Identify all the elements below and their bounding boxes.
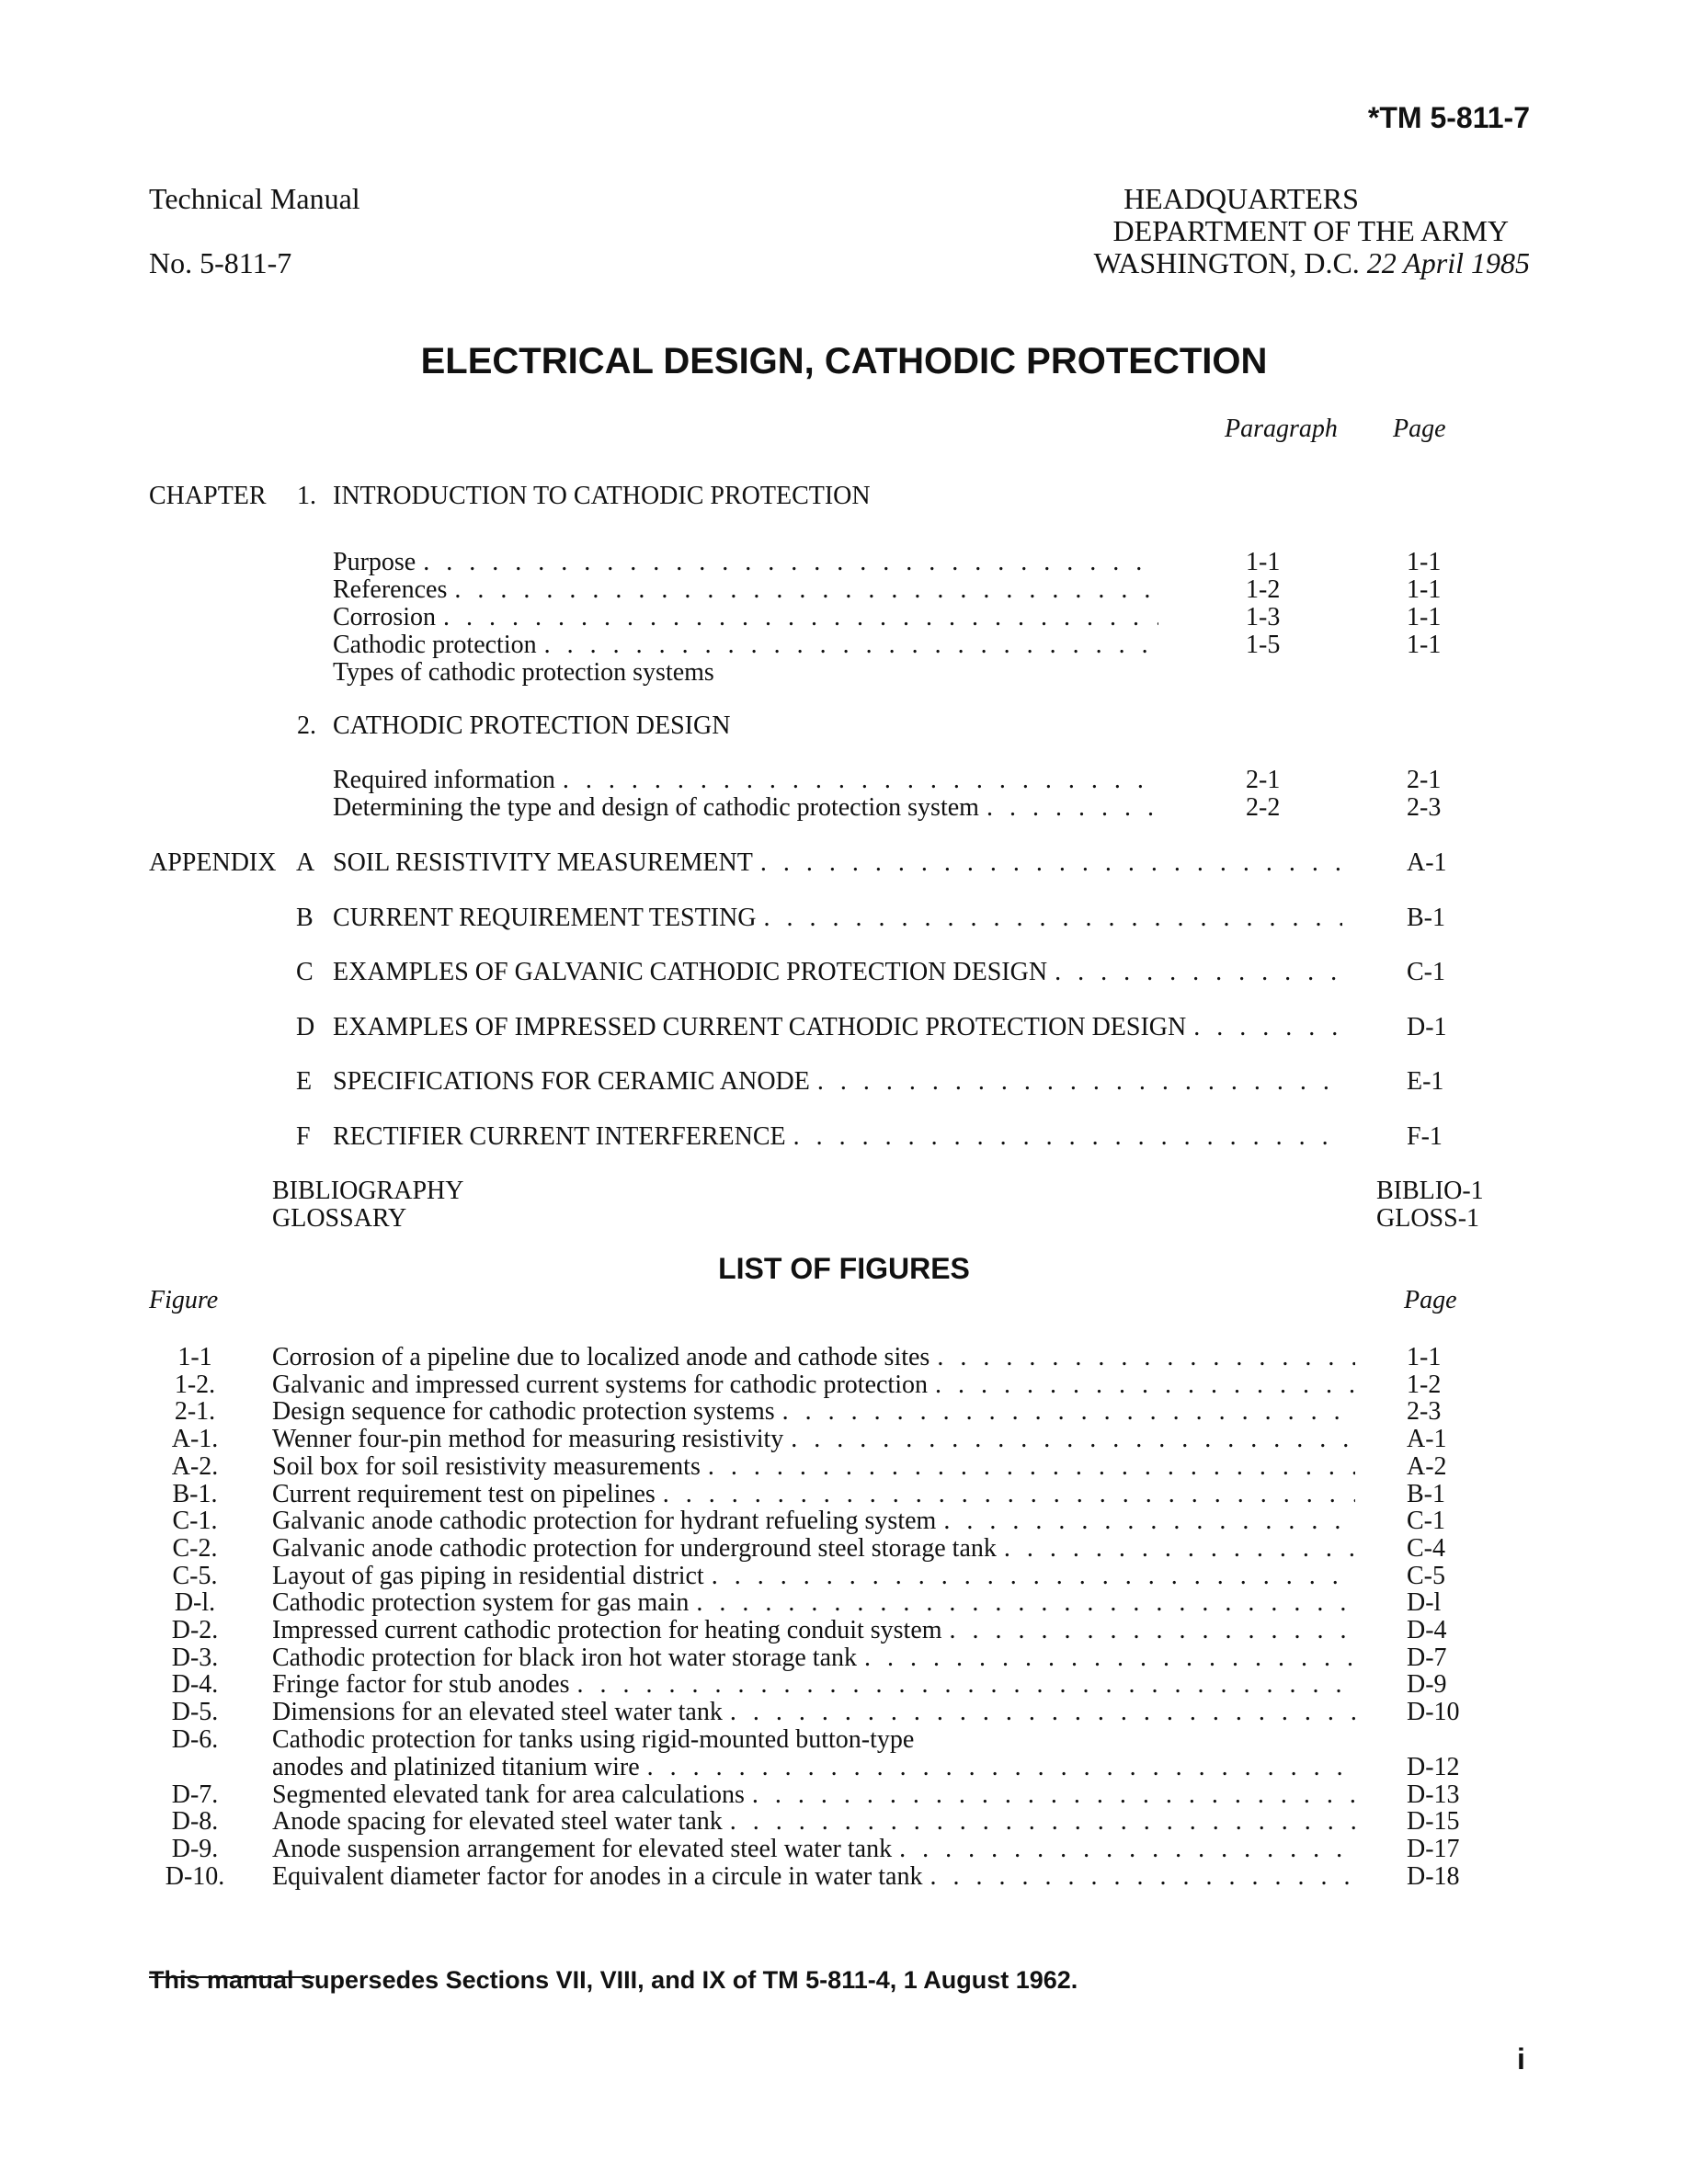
- appendix-entry: [333, 849, 1342, 877]
- hq-line-1: HEADQUARTERS: [1123, 182, 1359, 215]
- toc-entry-types-of-systems: Types of cathodic protection systems: [333, 658, 714, 687]
- figure-entry: [272, 1453, 1355, 1481]
- figure-page: D-4: [1407, 1616, 1447, 1644]
- tm-number: *TM 5-811-7: [1367, 101, 1530, 134]
- figure-page: D-9: [1407, 1670, 1447, 1700]
- dot-leader: [712, 1563, 1355, 1590]
- appendix-entry-title: SPECIFICATIONS FOR CERAMIC ANODE: [333, 1068, 810, 1096]
- manual-type: Technical Manual: [149, 182, 360, 215]
- figure-entry-title: Corrosion of a pipeline due to localized anode and cathode sites: [272, 1344, 930, 1371]
- paragraph-column-heading: Paragraph: [1225, 415, 1338, 443]
- manual-number: No. 5-811-7: [149, 246, 292, 279]
- dot-leader: [576, 1671, 1355, 1699]
- appendix-entry-title: SOIL RESISTIVITY MEASUREMENT: [333, 849, 753, 877]
- toc-entry-title: Purpose: [333, 549, 416, 576]
- dot-leader: [937, 1344, 1355, 1371]
- appendix-entry: [333, 959, 1342, 986]
- toc-entry-page: 2-1: [1407, 766, 1442, 794]
- dot-leader: [864, 1644, 1355, 1672]
- figure-entry: [272, 1781, 1355, 1809]
- bibliography-title: BIBLIOGRAPHY: [272, 1177, 464, 1205]
- figure-number: B-1.: [172, 1479, 218, 1508]
- figure-entry: [272, 1699, 1355, 1726]
- dot-leader: [423, 549, 1158, 576]
- toc-entry-title: References: [333, 576, 448, 604]
- figure-entry-title: Cathodic protection for black iron hot water storage tank: [272, 1644, 858, 1672]
- figure-entry: [272, 1836, 1355, 1863]
- figure-entry: [272, 1671, 1355, 1699]
- figure-number: D-l.: [174, 1588, 216, 1618]
- figure-entry-title: Wenner four-pin method for measuring resistivity: [272, 1426, 784, 1454]
- dot-leader: [791, 1426, 1355, 1453]
- appendix-entry: [333, 1123, 1342, 1151]
- figure-number: 1-2.: [174, 1370, 216, 1399]
- figure-number: D-7.: [171, 1780, 219, 1809]
- glossary-page: GLOSS-1: [1376, 1204, 1480, 1233]
- figure-title: Cathodic protection for tanks using rigid-mounted button-type: [272, 1724, 915, 1754]
- figure-number: D-3.: [171, 1643, 219, 1672]
- dot-leader: [563, 767, 1158, 794]
- appendix-entry: [333, 904, 1342, 932]
- toc-entry-title: Cathodic protection: [333, 631, 537, 659]
- figure-page: D-18: [1407, 1861, 1460, 1891]
- toc-entry-page: 1-1: [1407, 575, 1442, 604]
- figure-page: C-1: [1407, 1507, 1445, 1536]
- appendix-letter: A: [296, 848, 315, 877]
- figure-entry-title: Segmented elevated tank for area calculations: [272, 1780, 745, 1809]
- bibliography-page: BIBLIO-1: [1376, 1177, 1484, 1205]
- toc-entry-paragraph: 1-3: [1246, 603, 1281, 631]
- figure-number: C-5.: [172, 1561, 218, 1590]
- glossary-title: GLOSSARY: [272, 1204, 407, 1233]
- appendix-entry-title: RECTIFIER CURRENT INTERFERENCE: [333, 1122, 786, 1151]
- figure-page: D-15: [1407, 1807, 1460, 1837]
- chapter-1-title: INTRODUCTION TO CATHODIC PROTECTION: [333, 482, 871, 510]
- appendix-page: A-1: [1407, 848, 1447, 877]
- figure-entry: [272, 1344, 1355, 1371]
- dot-leader: [696, 1589, 1355, 1617]
- figure-entry: [272, 1644, 1355, 1672]
- toc-entry-paragraph: 2-2: [1246, 793, 1281, 822]
- hq-line-2: DEPARTMENT OF THE ARMY: [1112, 214, 1509, 247]
- chapter-label: CHAPTER: [149, 482, 267, 510]
- figure-number: 2-1.: [174, 1397, 216, 1427]
- figure-page: D-10: [1407, 1698, 1460, 1727]
- dot-leader: [943, 1507, 1355, 1535]
- toc-entry-title: Determining the type and design of cathodic protection system: [333, 794, 979, 822]
- dot-leader: [817, 1068, 1342, 1096]
- figure-page: 1-1: [1407, 1343, 1442, 1371]
- figure-entry: [272, 1426, 1355, 1453]
- toc-entry-page: 2-3: [1407, 793, 1442, 822]
- dot-leader: [950, 1617, 1355, 1644]
- figure-page: C-4: [1407, 1533, 1445, 1563]
- figure-number: 1-1: [177, 1343, 212, 1371]
- figure-entry: [272, 1371, 1355, 1399]
- figure-number: D-9.: [171, 1834, 219, 1863]
- figure-entry: [272, 1507, 1355, 1535]
- dot-leader: [935, 1371, 1355, 1399]
- figure-entry-title: Equivalent diameter factor for anodes in a circule in water tank: [272, 1862, 923, 1891]
- appendix-label: APPENDIX: [149, 848, 277, 877]
- dot-leader: [760, 849, 1342, 877]
- chapter-2-title: CATHODIC PROTECTION DESIGN: [333, 711, 731, 740]
- toc-entry-title: Corrosion: [333, 604, 436, 631]
- figure-column-heading: Figure: [149, 1286, 219, 1314]
- figure-entry-title: Galvanic and impressed current systems for cathodic protection: [272, 1371, 928, 1399]
- dot-leader: [708, 1453, 1355, 1481]
- appendix-page: E-1: [1407, 1067, 1444, 1096]
- toc-entry-paragraph: 2-1: [1246, 766, 1281, 794]
- figure-entry: [272, 1535, 1355, 1563]
- toc-entry: [333, 604, 1158, 631]
- figure-page: C-5: [1407, 1561, 1445, 1590]
- figure-number: D-2.: [171, 1616, 219, 1644]
- figure-number: A-1.: [171, 1425, 219, 1454]
- dot-leader: [987, 794, 1158, 822]
- dot-leader: [454, 576, 1158, 604]
- toc-entry-page: 1-1: [1407, 631, 1442, 659]
- appendix-letter: B: [296, 903, 314, 932]
- figure-number: D-4.: [171, 1670, 219, 1700]
- dot-leader: [730, 1699, 1355, 1726]
- figure-number: A-2.: [171, 1451, 219, 1481]
- figure-page: B-1: [1407, 1479, 1445, 1508]
- figure-page: 1-2: [1407, 1370, 1442, 1399]
- figure-entry-title: Impressed current cathodic protection for heating conduit system: [272, 1617, 942, 1644]
- figure-entry-title: Anode suspension arrangement for elevated steel water tank: [272, 1835, 893, 1863]
- figure-entry-title: Dimensions for an elevated steel water tank: [272, 1699, 723, 1727]
- toc-entry: [333, 767, 1158, 794]
- appendix-entry: [333, 1068, 1342, 1096]
- figure-entry: [272, 1754, 1355, 1781]
- figure-page-column-heading: Page: [1404, 1286, 1457, 1314]
- toc-entry: [333, 631, 1158, 659]
- dot-leader: [1004, 1535, 1355, 1563]
- figure-entry-title: anodes and platinized titanium wire: [272, 1753, 640, 1781]
- toc-entry-paragraph: 1-5: [1246, 631, 1281, 659]
- appendix-page: D-1: [1407, 1012, 1447, 1041]
- appendix-letter: D: [296, 1012, 315, 1041]
- toc-entry: [333, 549, 1158, 576]
- figure-number: D-6.: [171, 1724, 219, 1754]
- dot-leader: [1055, 959, 1342, 986]
- toc-entry: [333, 576, 1158, 604]
- figure-page: A-2: [1407, 1451, 1447, 1481]
- chapter-1-number: 1.: [297, 482, 316, 510]
- appendix-letter: E: [296, 1067, 313, 1096]
- figure-number: C-2.: [172, 1533, 218, 1563]
- appendix-page: B-1: [1407, 903, 1445, 932]
- figure-entry: [272, 1808, 1355, 1836]
- dot-leader: [763, 904, 1342, 932]
- figure-entry-title: Cathodic protection system for gas main: [272, 1589, 690, 1618]
- toc-entry-paragraph: 1-1: [1246, 548, 1281, 576]
- document-title: ELECTRICAL DESIGN, CATHODIC PROTECTION: [420, 341, 1268, 381]
- dot-leader: [1193, 1014, 1342, 1041]
- figure-page: D-7: [1407, 1643, 1447, 1672]
- appendix-entry-title: CURRENT REQUIREMENT TESTING: [333, 904, 757, 932]
- dot-leader: [782, 1398, 1355, 1426]
- hq-line-3-row: [1094, 246, 1530, 279]
- figure-entry-title: Galvanic anode cathodic protection for underground steel storage tank: [272, 1534, 997, 1563]
- figure-page: A-1: [1407, 1425, 1447, 1454]
- toc-entry-page: 1-1: [1407, 603, 1442, 631]
- figure-page: D-17: [1407, 1834, 1460, 1863]
- figure-entry: [272, 1398, 1355, 1426]
- figure-number: D-8.: [171, 1807, 219, 1837]
- appendix-entry-title: EXAMPLES OF IMPRESSED CURRENT CATHODIC PROTECTION DESIGN: [333, 1013, 1187, 1041]
- figure-entry-title: Fringe factor for stub anodes: [272, 1671, 570, 1700]
- appendix-entry-title: EXAMPLES OF GALVANIC CATHODIC PROTECTION DESIGN: [333, 959, 1048, 986]
- appendix-page: F-1: [1407, 1121, 1443, 1151]
- figure-entry: [272, 1563, 1355, 1590]
- list-of-figures-heading: LIST OF FIGURES: [718, 1252, 970, 1285]
- figure-entry-title: Galvanic anode cathodic protection for hydrant refueling system: [272, 1507, 937, 1536]
- dot-leader: [443, 604, 1158, 631]
- dot-leader: [663, 1481, 1355, 1508]
- dot-leader: [930, 1863, 1355, 1891]
- page-column-heading: Page: [1393, 415, 1446, 443]
- figure-entry-title: Design sequence for cathodic protection systems: [272, 1398, 775, 1427]
- appendix-letter: F: [296, 1121, 311, 1151]
- dot-leader: [752, 1781, 1355, 1809]
- appendix-entry: [333, 1014, 1342, 1041]
- publication-date: 22 April 1985: [1366, 246, 1530, 279]
- supersedes-note: This manual supersedes Sections VII, VIII, and IX of TM 5-811-4, 1 August 1962.: [149, 1966, 1078, 1994]
- figure-number: D-5.: [171, 1698, 219, 1727]
- figure-entry-title: Layout of gas piping in residential district: [272, 1562, 704, 1590]
- figure-entry: [272, 1863, 1355, 1891]
- figure-entry-title: Current requirement test on pipelines: [272, 1480, 656, 1508]
- dot-leader: [793, 1123, 1342, 1151]
- figure-page: 2-3: [1407, 1397, 1442, 1427]
- chapter-2-number: 2.: [297, 711, 316, 740]
- toc-entry-page: 1-1: [1407, 548, 1442, 576]
- dot-leader: [899, 1836, 1355, 1863]
- dot-leader: [544, 631, 1158, 659]
- figure-number: D-10.: [165, 1861, 225, 1891]
- figure-page: D-13: [1407, 1780, 1460, 1809]
- toc-entry-title: Required information: [333, 767, 555, 794]
- page-number: i: [1517, 2042, 1525, 2076]
- figure-entry-title: Anode spacing for elevated steel water tank: [272, 1808, 723, 1837]
- toc-entry: [333, 794, 1158, 822]
- dot-leader: [647, 1754, 1355, 1781]
- figure-entry: [272, 1617, 1355, 1644]
- toc-entry-paragraph: 1-2: [1246, 575, 1281, 604]
- figure-number: C-1.: [172, 1507, 218, 1536]
- figure-entry: [272, 1481, 1355, 1508]
- figure-entry: [272, 1589, 1355, 1617]
- hq-city: WASHINGTON, D.C.: [1093, 246, 1360, 279]
- appendix-letter: C: [296, 958, 314, 986]
- dot-leader: [730, 1808, 1355, 1836]
- figure-page: D-l: [1407, 1588, 1442, 1618]
- appendix-page: C-1: [1407, 958, 1445, 986]
- figure-entry-title: Soil box for soil resistivity measurements: [272, 1452, 701, 1481]
- figure-page: D-12: [1407, 1752, 1460, 1781]
